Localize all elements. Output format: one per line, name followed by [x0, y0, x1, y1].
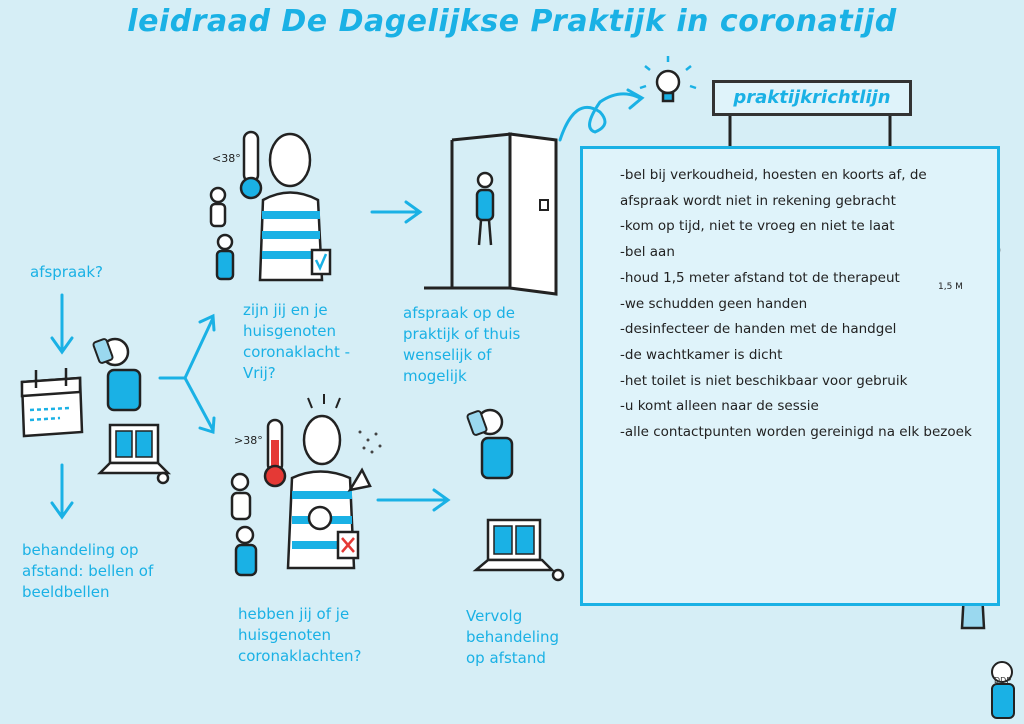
- logo-person-icon: [992, 662, 1014, 718]
- fork-arrows: [160, 316, 214, 432]
- laptop-video-bottom-icon: [476, 520, 563, 580]
- guideline-item: -de wachtkamer is dicht: [620, 346, 783, 363]
- guideline-item: -bel aan: [620, 244, 675, 261]
- follow-up-label: Vervolg behandeling op afstand: [466, 607, 560, 667]
- guideline-item: -we schudden geen handen: [620, 295, 808, 312]
- fever-low-label: <38°: [212, 152, 241, 165]
- practice-label: afspraak op de praktijk of thuis wenselijk of mogelijk: [403, 304, 521, 385]
- person-phoning-icon: [93, 338, 140, 410]
- person-phoning-bottom-icon: [467, 410, 512, 478]
- complaints-label: hebben jij of je huisgenoten coronaklachten?: [238, 605, 362, 665]
- calendar-icon: [22, 368, 82, 436]
- guidelines-list: [620, 163, 980, 446]
- guideline-sign: [712, 80, 912, 116]
- sign-label: praktijkrichtlijn: [733, 87, 891, 108]
- guideline-item: -houd 1,5 meter afstand tot de therapeut: [620, 269, 900, 286]
- fever-high-label: >38°: [234, 434, 263, 447]
- family-sick-icon: [232, 474, 256, 575]
- person-at-door-icon: [477, 173, 493, 245]
- arrow-down-to-remote: [52, 465, 72, 517]
- virus-dots-icon: [359, 431, 382, 454]
- laptop-video-icon: [100, 425, 168, 483]
- page-title: leidraad De Dagelijkse Praktijk in coronatijd: [127, 4, 897, 39]
- person-healthy-icon: [260, 134, 330, 280]
- guideline-item: -bel bij verkoudheid, hoesten en koorts af, de afspraak wordt niet in rekening gebracht: [620, 167, 927, 209]
- guideline-item: -alle contactpunten worden gereinigd na elk bezoek: [620, 424, 972, 441]
- lightbulb-icon: [640, 56, 696, 101]
- arrow-down-to-calendar: [52, 295, 72, 352]
- distance-label: 1,5 M: [938, 282, 963, 292]
- family-healthy-icon: [211, 188, 233, 279]
- thermometer-high-icon: [265, 420, 285, 486]
- guideline-item: -het toilet is niet beschikbaar voor gebruik: [620, 372, 908, 389]
- arrow-to-follow-up: [378, 490, 448, 510]
- logo-label: DDP: [994, 676, 1012, 685]
- guideline-item: -desinfecteer de handen met de handgel: [620, 321, 897, 338]
- remote-treatment-label: behandeling op afstand: bellen of beeldbellen: [22, 541, 154, 601]
- guideline-item: -kom op tijd, niet te vroeg en niet te laat: [620, 218, 895, 235]
- guideline-item: -u komt alleen naar de sessie: [620, 398, 819, 415]
- sign-posts: [730, 116, 890, 146]
- no-complaints-label: zijn jij en je huisgenoten coronaklacht -Vrij?: [243, 301, 350, 382]
- arrow-to-practice: [372, 202, 420, 222]
- start-label: afspraak?: [30, 263, 104, 281]
- spiral-arrow: [560, 90, 642, 140]
- person-sick-icon: [288, 394, 370, 568]
- thermometer-low-icon: [241, 132, 261, 198]
